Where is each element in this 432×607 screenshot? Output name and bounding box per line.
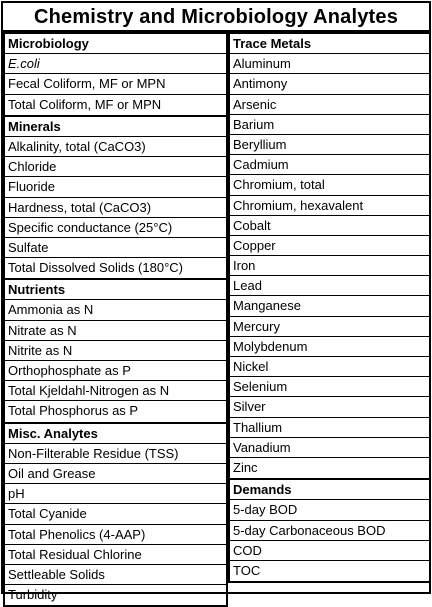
analyte-row: 5-day Carbonaceous BOD [230, 521, 429, 541]
analyte-row: Nitrate as N [5, 321, 226, 341]
analyte-row: Fecal Coliform, MF or MPN [5, 74, 226, 94]
analyte-row: COD [230, 541, 429, 561]
analyte-row: Hardness, total (CaCO3) [5, 198, 226, 218]
group-minerals [3, 115, 228, 281]
group-nutrients [3, 278, 228, 423]
table-title: Chemistry and Microbiology Analytes [3, 3, 429, 32]
analyte-row: Chromium, hexavalent [230, 196, 429, 216]
analyte-row: Oil and Grease [5, 464, 226, 484]
group-microbiology [3, 32, 228, 117]
analyte-row: Nickel [230, 357, 429, 377]
analyte-row: Fluoride [5, 177, 226, 197]
analyte-row: Non-Filterable Residue (TSS) [5, 444, 226, 464]
analyte-row: Iron [230, 256, 429, 276]
analyte-row: Orthophosphate as P [5, 361, 226, 381]
analyte-row: Total Cyanide [5, 504, 226, 524]
analyte-row: Beryllium [230, 135, 429, 155]
group-heading: Demands [230, 480, 429, 500]
analyte-row: Cadmium [230, 155, 429, 175]
analyte-row: Zinc [233, 459, 258, 475]
analyte-row: E.coli [5, 54, 226, 74]
group-heading: Minerals [5, 117, 226, 137]
analyte-row: Total Coliform, MF or MPN [8, 96, 162, 112]
analyte-row: Cobalt [230, 216, 429, 236]
analyte-row: Chromium, total [230, 175, 429, 195]
analyte-row: Specific conductance (25°C) [5, 218, 226, 238]
analyte-row: Manganese [230, 296, 429, 316]
analyte-row: Copper [230, 236, 429, 256]
analyte-row: Sulfate [5, 238, 226, 258]
analyte-row: Alkalinity, total (CaCO3) [5, 137, 226, 157]
analyte-row: Arsenic [230, 95, 429, 115]
analyte-row: Mercury [230, 317, 429, 337]
group-heading: Nutrients [5, 280, 226, 300]
group-misc-analytes [3, 422, 228, 607]
analyte-row: Total Dissolved Solids (180°C) [8, 260, 183, 276]
left-column [3, 32, 228, 607]
analyte-row: TOC [233, 562, 261, 578]
analyte-row: Lead [230, 276, 429, 296]
analyte-row: Total Kjeldahl-Nitrogen as N [5, 381, 226, 401]
analyte-row: Ammonia as N [5, 300, 226, 320]
analyte-row: pH [5, 484, 226, 504]
analyte-row: Vanadium [230, 438, 429, 458]
analytes-table [1, 1, 431, 603]
analyte-row: Selenium [230, 377, 429, 397]
table-body [3, 32, 429, 603]
group-heading: Microbiology [5, 34, 226, 54]
analyte-row: 5-day BOD [230, 500, 429, 520]
analyte-row: Chloride [5, 157, 226, 177]
group-demands [228, 478, 431, 583]
analyte-row: Total Phenolics (4-AAP) [5, 525, 226, 545]
analyte-row: Silver [230, 397, 429, 417]
right-column [228, 32, 431, 583]
analyte-row: Turbidity [8, 587, 58, 603]
analyte-row: Barium [230, 115, 429, 135]
analyte-row: Aluminum [230, 54, 429, 74]
group-trace-metals [228, 32, 431, 480]
analyte-row: Thallium [230, 418, 429, 438]
analyte-row: Nitrite as N [5, 341, 226, 361]
analyte-row: Settleable Solids [5, 565, 226, 585]
analyte-row: Molybdenum [230, 337, 429, 357]
group-heading: Trace Metals [230, 34, 429, 54]
analyte-row: Antimony [230, 74, 429, 94]
analyte-row: Total Residual Chlorine [5, 545, 226, 565]
analyte-row: Total Phosphorus as P [8, 403, 139, 419]
group-heading: Misc. Analytes [5, 424, 226, 444]
